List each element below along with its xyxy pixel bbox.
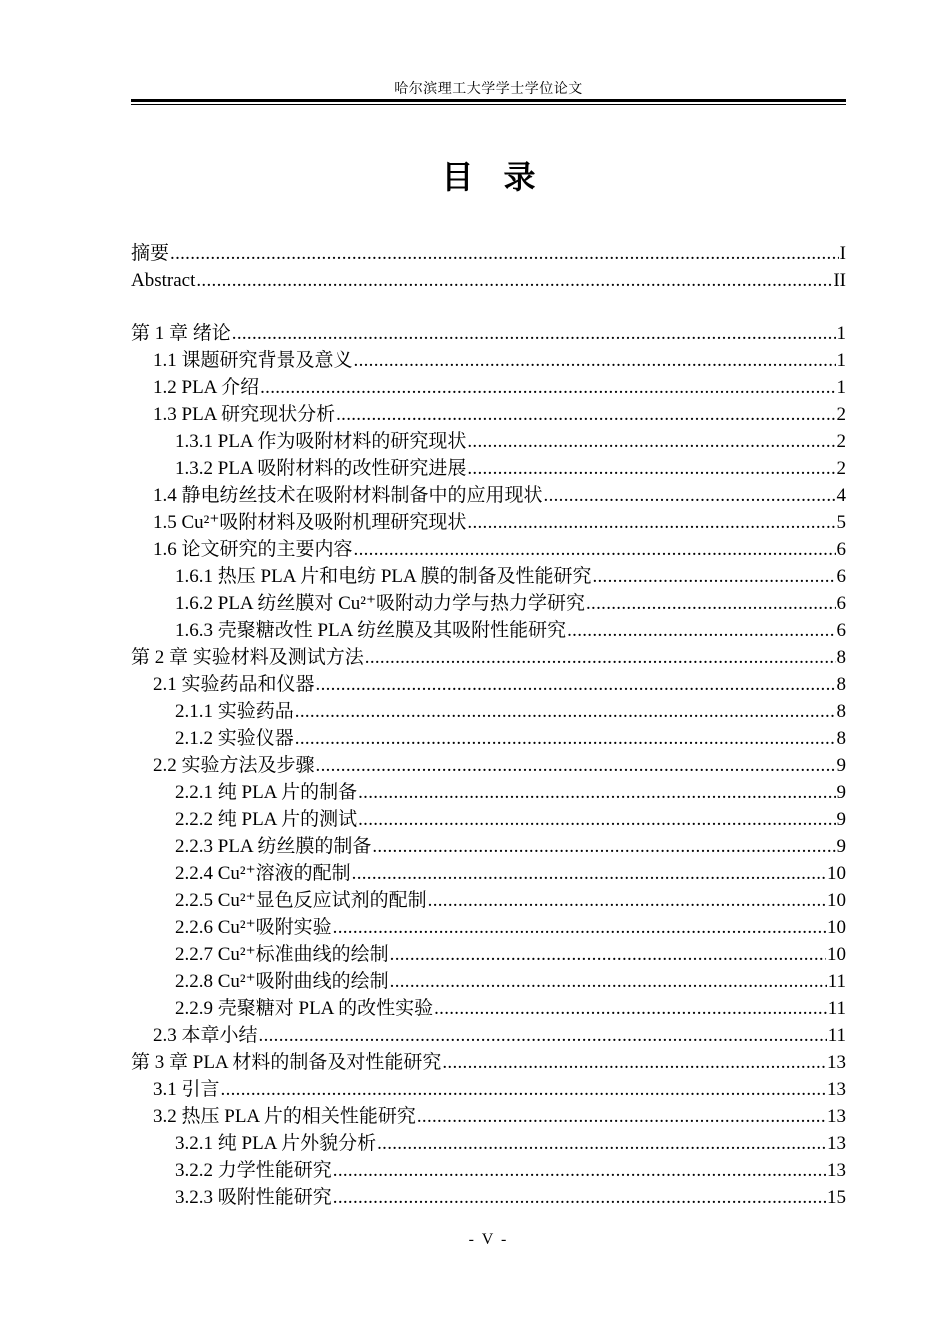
toc-entry-label: 1.4 静电纺丝技术在吸附材料制备中的应用现状 bbox=[153, 485, 543, 506]
toc-entry-page: 13 bbox=[827, 1106, 846, 1127]
toc-entry-label: 2.2.7 Cu²⁺标准曲线的绘制 bbox=[175, 944, 389, 965]
toc-entry-label: 摘要 bbox=[131, 243, 170, 264]
toc-entry-label: 2.2.1 纯 PLA 片的制备 bbox=[175, 782, 358, 803]
toc-entry[interactable] bbox=[131, 617, 846, 644]
toc-entry-page: 2 bbox=[836, 404, 846, 425]
toc-entry-page: II bbox=[833, 270, 846, 291]
toc-entry-label: 2.2.9 壳聚糖对 PLA 的改性实验 bbox=[175, 998, 434, 1019]
toc-dot-leader bbox=[221, 1076, 826, 1103]
toc-entry[interactable] bbox=[131, 1103, 846, 1130]
toc-entry-label: 1.5 Cu²⁺吸附材料及吸附机理研究现状 bbox=[153, 512, 467, 533]
toc-entry-page: 1 bbox=[836, 377, 846, 398]
toc-dot-leader bbox=[544, 482, 836, 509]
toc-entry[interactable] bbox=[131, 995, 846, 1022]
toc-dot-leader bbox=[467, 428, 835, 455]
toc-dot-leader bbox=[428, 887, 826, 914]
toc-entry[interactable] bbox=[131, 482, 846, 509]
toc-entry[interactable] bbox=[131, 1049, 846, 1076]
toc-entry[interactable] bbox=[131, 536, 846, 563]
toc-dot-leader bbox=[196, 267, 832, 294]
toc-dot-leader bbox=[442, 1049, 826, 1076]
toc-entry-page: 15 bbox=[827, 1187, 846, 1208]
toc-entry-page: 8 bbox=[836, 647, 846, 668]
toc-entry-page: 10 bbox=[827, 917, 846, 938]
toc-dot-leader bbox=[586, 590, 836, 617]
toc-dot-leader bbox=[232, 320, 836, 347]
toc-entry[interactable] bbox=[131, 1130, 846, 1157]
toc-entry-label: 1.6.2 PLA 纺丝膜对 Cu²⁺吸附动力学与热力学研究 bbox=[175, 593, 585, 614]
toc-dot-leader bbox=[316, 671, 836, 698]
toc-entry-page: 5 bbox=[836, 512, 846, 533]
toc-entry-label: 第 1 章 绪论 bbox=[131, 323, 231, 344]
toc-entry-label: 2.1.2 实验仪器 bbox=[175, 728, 294, 749]
toc-entry[interactable] bbox=[131, 563, 846, 590]
toc-entry-page: 10 bbox=[827, 944, 846, 965]
toc-dot-leader bbox=[316, 752, 836, 779]
toc-entry-page: 8 bbox=[836, 674, 846, 695]
toc-entry-label: 1.6 论文研究的主要内容 bbox=[153, 539, 353, 560]
toc-entry-label: 3.2.2 力学性能研究 bbox=[175, 1160, 332, 1181]
toc-entry-label: 3.2 热压 PLA 片的相关性能研究 bbox=[153, 1106, 416, 1127]
toc-entry-page: 10 bbox=[827, 863, 846, 884]
toc-entry[interactable] bbox=[131, 509, 846, 536]
toc-entry[interactable] bbox=[131, 1076, 846, 1103]
toc-dot-leader bbox=[365, 644, 836, 671]
toc-entry-label: 1.6.3 壳聚糖改性 PLA 纺丝膜及其吸附性能研究 bbox=[175, 620, 567, 641]
toc-entry-label: 1.1 课题研究背景及意义 bbox=[153, 350, 353, 371]
toc-dot-leader bbox=[333, 1157, 826, 1184]
toc-dot-leader bbox=[295, 698, 836, 725]
toc-entry[interactable] bbox=[131, 401, 846, 428]
toc-entry-label: 第 2 章 实验材料及测试方法 bbox=[131, 647, 364, 668]
toc-dot-leader bbox=[592, 563, 835, 590]
toc-dot-leader bbox=[354, 536, 836, 563]
toc-entry[interactable] bbox=[131, 590, 846, 617]
toc-entry-label: 2.2.8 Cu²⁺吸附曲线的绘制 bbox=[175, 971, 389, 992]
toc-entry-label: 1.2 PLA 介绍 bbox=[153, 377, 260, 398]
toc-dot-leader bbox=[372, 833, 835, 860]
toc-entry-page: 11 bbox=[827, 998, 846, 1019]
toc-entry-page: 9 bbox=[836, 809, 846, 830]
toc-entry-label: 1.3 PLA 研究现状分析 bbox=[153, 404, 336, 425]
toc-entry-page: 10 bbox=[827, 890, 846, 911]
toc-entry-page: 13 bbox=[827, 1079, 846, 1100]
toc-entry[interactable] bbox=[131, 455, 846, 482]
toc-dot-leader bbox=[259, 1022, 827, 1049]
toc-dot-leader bbox=[333, 914, 826, 941]
toc-entry-page: 6 bbox=[836, 539, 846, 560]
toc-entry-label: 2.2.3 PLA 纺丝膜的制备 bbox=[175, 836, 372, 857]
toc-dot-leader bbox=[390, 968, 827, 995]
header-rule-thin bbox=[131, 104, 846, 105]
toc-dot-leader bbox=[377, 1130, 826, 1157]
toc-entry-label: 2.2 实验方法及步骤 bbox=[153, 755, 315, 776]
toc-dot-leader bbox=[333, 1184, 826, 1211]
toc-dot-leader bbox=[417, 1103, 826, 1130]
table-of-contents bbox=[131, 240, 846, 1211]
toc-entry[interactable] bbox=[131, 1022, 846, 1049]
toc-entry[interactable] bbox=[131, 347, 846, 374]
toc-dot-leader bbox=[170, 240, 839, 267]
toc-entry[interactable] bbox=[131, 833, 846, 860]
toc-entry[interactable] bbox=[131, 267, 846, 294]
toc-dot-leader bbox=[567, 617, 835, 644]
toc-entry-page: 6 bbox=[836, 593, 846, 614]
toc-dot-leader bbox=[295, 725, 836, 752]
toc-dot-leader bbox=[354, 347, 836, 374]
toc-entry-page: 6 bbox=[836, 566, 846, 587]
toc-entry-page: 6 bbox=[836, 620, 846, 641]
toc-entry-page: 1 bbox=[836, 323, 846, 344]
toc-entry[interactable] bbox=[131, 752, 846, 779]
toc-entry-page: 9 bbox=[836, 836, 846, 857]
toc-dot-leader bbox=[358, 779, 835, 806]
toc-entry[interactable] bbox=[131, 240, 846, 267]
toc-entry[interactable] bbox=[131, 860, 846, 887]
toc-dot-leader bbox=[358, 806, 835, 833]
toc-dot-leader bbox=[434, 995, 827, 1022]
toc-entry-label: 1.6.1 热压 PLA 片和电纺 PLA 膜的制备及性能研究 bbox=[175, 566, 592, 587]
toc-entry-page: 8 bbox=[836, 701, 846, 722]
toc-entry[interactable] bbox=[131, 887, 846, 914]
toc-entry-label: 2.2.5 Cu²⁺显色反应试剂的配制 bbox=[175, 890, 427, 911]
toc-entry-page: I bbox=[839, 243, 846, 264]
toc-entry-page: 4 bbox=[836, 485, 846, 506]
page-title: 目录 bbox=[441, 158, 566, 196]
toc-dot-leader bbox=[390, 941, 826, 968]
toc-entry-label: 第 3 章 PLA 材料的制备及对性能研究 bbox=[131, 1052, 442, 1073]
toc-entry-label: 3.2.1 纯 PLA 片外貌分析 bbox=[175, 1133, 377, 1154]
toc-entry[interactable] bbox=[131, 698, 846, 725]
page-number: - V - bbox=[468, 1231, 509, 1248]
toc-entry[interactable] bbox=[131, 968, 846, 995]
toc-entry-page: 9 bbox=[836, 782, 846, 803]
toc-entry-page: 8 bbox=[836, 728, 846, 749]
toc-entry-page: 11 bbox=[827, 971, 846, 992]
toc-entry-page: 11 bbox=[827, 1025, 846, 1046]
toc-entry[interactable] bbox=[131, 779, 846, 806]
running-header: 哈尔滨理工大学学士学位论文 bbox=[394, 82, 583, 97]
toc-entry-page: 2 bbox=[836, 431, 846, 452]
toc-section-gap bbox=[131, 294, 846, 320]
toc-entry-label: 3.1 引言 bbox=[153, 1079, 220, 1100]
toc-entry-label: 2.1.1 实验药品 bbox=[175, 701, 294, 722]
toc-entry[interactable] bbox=[131, 428, 846, 455]
toc-entry-page: 9 bbox=[836, 755, 846, 776]
toc-entry[interactable] bbox=[131, 374, 846, 401]
toc-dot-leader bbox=[467, 455, 835, 482]
toc-entry-label: 1.3.2 PLA 吸附材料的改性研究进展 bbox=[175, 458, 467, 479]
toc-entry-page: 13 bbox=[827, 1160, 846, 1181]
toc-dot-leader bbox=[352, 860, 826, 887]
toc-entry[interactable] bbox=[131, 320, 846, 347]
toc-entry-page: 13 bbox=[827, 1052, 846, 1073]
toc-entry-label: 2.1 实验药品和仪器 bbox=[153, 674, 315, 695]
toc-dot-leader bbox=[260, 374, 835, 401]
toc-entry-page: 1 bbox=[836, 350, 846, 371]
toc-entry[interactable] bbox=[131, 806, 846, 833]
header-rule-thick bbox=[131, 99, 846, 102]
toc-dot-leader bbox=[467, 509, 835, 536]
toc-entry-label: 3.2.3 吸附性能研究 bbox=[175, 1187, 332, 1208]
toc-entry-page: 13 bbox=[827, 1133, 846, 1154]
toc-entry-label: 1.3.1 PLA 作为吸附材料的研究现状 bbox=[175, 431, 467, 452]
toc-entry[interactable] bbox=[131, 644, 846, 671]
toc-entry[interactable] bbox=[131, 671, 846, 698]
toc-dot-leader bbox=[336, 401, 835, 428]
toc-entry-label: 2.2.4 Cu²⁺溶液的配制 bbox=[175, 863, 351, 884]
toc-entry-label: 2.2.6 Cu²⁺吸附实验 bbox=[175, 917, 332, 938]
toc-entry[interactable] bbox=[131, 725, 846, 752]
toc-entry-label: 2.3 本章小结 bbox=[153, 1025, 258, 1046]
toc-entry[interactable] bbox=[131, 941, 846, 968]
toc-entry[interactable] bbox=[131, 1184, 846, 1211]
toc-entry[interactable] bbox=[131, 914, 846, 941]
toc-entry-label: Abstract bbox=[131, 270, 196, 291]
toc-entry[interactable] bbox=[131, 1157, 846, 1184]
toc-entry-page: 2 bbox=[836, 458, 846, 479]
toc-entry-label: 2.2.2 纯 PLA 片的测试 bbox=[175, 809, 358, 830]
